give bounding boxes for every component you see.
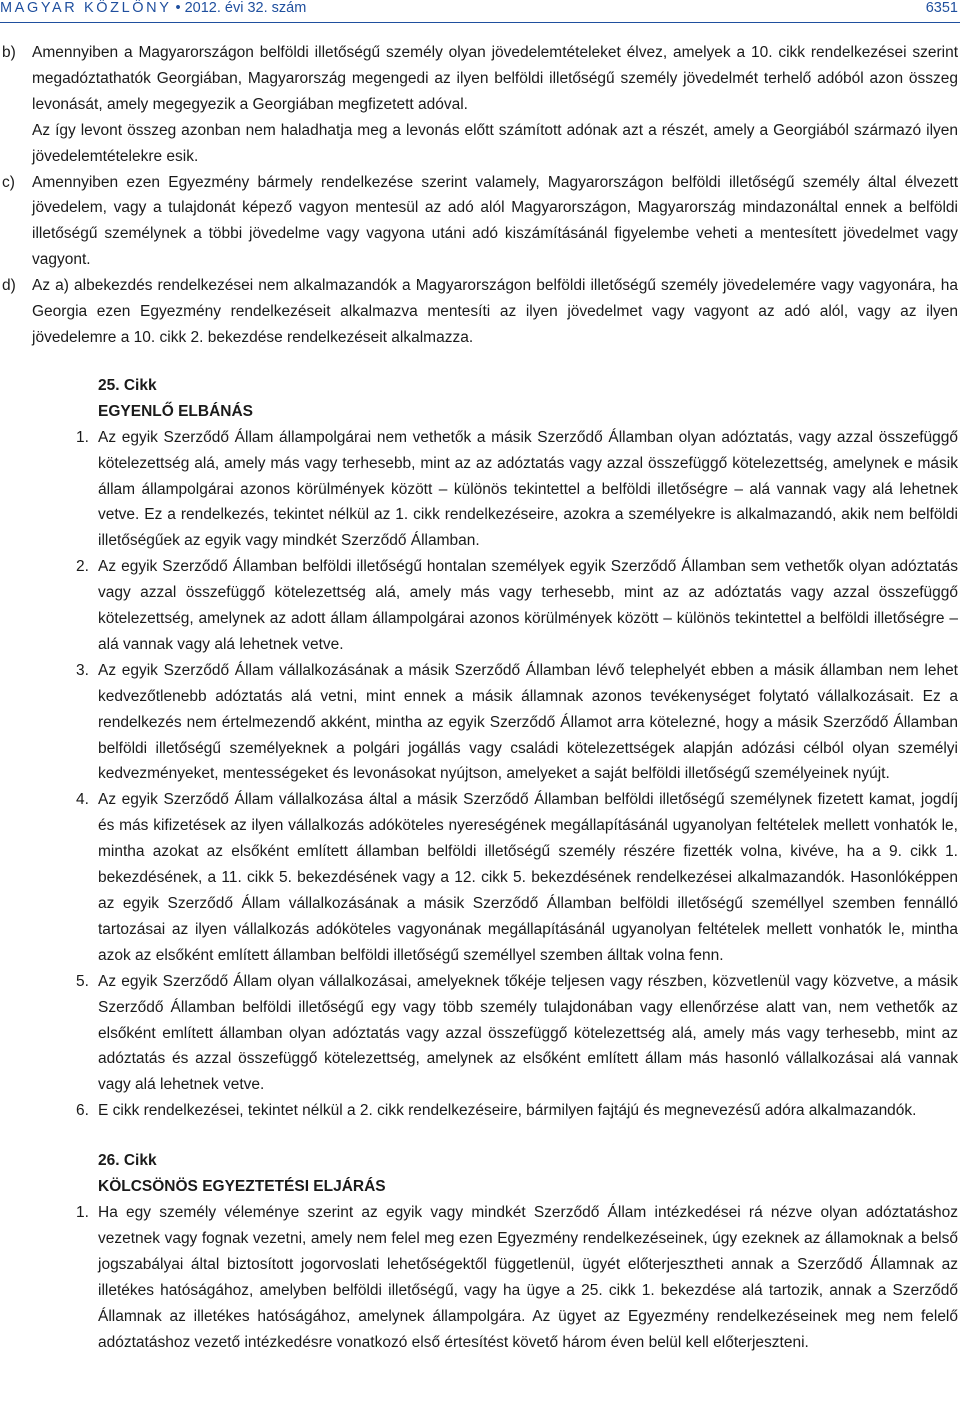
paragraph-number: 3.	[76, 661, 89, 679]
publication-title: MAGYAR KÖZLÖNY	[0, 0, 172, 16]
sub-item-paragraph: Az a) albekezdés rendelkezései nem alkalmazandók a Magyarországon belföldi illetőségű személy jövedelemére vagy vagyonára, ha Georgia ezen Egyezmény rendelkezéseit alkalmazva mentesíti az ilyen jövedelmet vagy vagyont az adó alól, vagy az ilyen jövedelemre a 10. cikk 2. bekezdése rendelkezéseit alkalmazza.	[32, 277, 958, 346]
paragraph-number: 6.	[76, 1102, 89, 1120]
sub-item-d	[0, 273, 960, 351]
article-number: 25. Cikk	[98, 376, 157, 394]
paragraph-text: Az egyik Szerződő Állam vállalkozása által a másik Szerződő Államban belföldi illetőségű személynek fizetett kamat, jogdíj és más kifizetések az ilyen vállalkozás adóköteles nyereségének megállapításánál ugyanolyan feltételek mellett vonhatók le, mintha azokat az elsőként említett államban belföldi illetőségű személy részére fizették volna, kivéve, ha a 9. cikk 1. bekezdésének, a 11. cikk 5. bekezdésének vagy a 12. cikk 5. bekezdésének rendelkezései alkalmazandók. Hasonlóképpen az egyik Szerződő Állam vállalkozásának a másik Szerződő Államban belföldi illetőségű személlyel szemben fennálló tartozásai az ilyen vállalkozás adóköteles vagyonának megállapításánál ugyanolyan feltételek mellett vonhatók le, mintha azok az elsőként említett államban belföldi illetőségű személlyel szemben álltak volna fenn.	[98, 791, 958, 964]
page-number: 6351	[925, 0, 958, 16]
numbered-paragraph	[0, 787, 960, 968]
sub-item-paragraph: Amennyiben a Magyarországon belföldi illetőségű személy olyan jövedelemtételeket élvez, amelyek a 10. cikk rendelkezései szerint megadóztathatók Georgiában, Magyarország megengedi az ilyen belföldi illetőségű személy jövedelmét terhelő adóból azon összeg levonását, amely megegyezik a Georgiában megfizetett adóval.	[32, 44, 958, 113]
running-header	[0, 0, 960, 22]
header-bullet: •	[175, 0, 181, 16]
article-heading	[98, 1148, 960, 1200]
body-text	[0, 40, 960, 1355]
header-rule	[0, 22, 960, 23]
article-heading	[98, 373, 960, 425]
numbered-paragraph	[0, 425, 960, 555]
article-title: KÖLCSÖNÖS EGYEZTETÉSI ELJÁRÁS	[98, 1178, 386, 1196]
sub-item-b	[0, 40, 960, 170]
sub-item-label: c)	[2, 173, 15, 191]
paragraph-number: 4.	[76, 791, 89, 809]
paragraph-number: 1.	[76, 428, 89, 446]
sub-item-label: b)	[2, 44, 16, 61]
paragraph-number: 5.	[76, 972, 89, 990]
paragraph-text: Az egyik Szerződő Államban belföldi illetőségű hontalan személyek egyik Szerződő Államban sem vethetők olyan adóztatás vagy azzal összefüggő kötelezettség alá, amely más vagy terhesebb, mint az az adóztatás vagy azzal összefüggő kötelezettség, amelynek az adott állam állampolgárai azonos körülmények között – különös tekintettel a belföldi illetőségre – alá vannak vagy alá lehetnek vetve.	[98, 558, 958, 653]
paragraph-text: Az egyik Szerződő Állam állampolgárai nem vethetők a másik Szerződő Államban olyan adóztatás, vagy azzal összefüggő kötelezettség alá, amely más vagy terhesebb, mint az az adóztatás vagy azzal összefüggő kötelezettség, amelynek e másik állam állampolgárai azonos körülmények között – különös tekintettel a belföldi illetőségre – alá vannak vagy alá lehetnek vetve. Ez a rendelkezés, tekintet nélkül az 1. cikk rendelkezéseire, azokra a személyekre is alkalmazandó, akik nem belföldi illetőségűek az egyik vagy mindkét Szerződő Államban.	[98, 428, 958, 550]
numbered-paragraph	[0, 658, 960, 788]
paragraph-number: 2.	[76, 558, 89, 576]
sub-item-c	[0, 170, 960, 274]
numbered-paragraph	[0, 554, 960, 658]
numbered-paragraph	[0, 1098, 960, 1124]
article-title: EGYENLŐ ELBÁNÁS	[98, 402, 254, 420]
paragraph-number: 1.	[76, 1203, 89, 1221]
paragraph-text: Az egyik Szerződő Állam vállalkozásának a másik Szerződő Államban lévő telephelyét ebben a másik államban nem lehet kedvezőtlenebb adóztatás alá vetni, mint ennek a másik államnak azonos tevékenységet folytató vállalkozásait. Ez a rendelkezés nem értelmezendő akként, mintha az egyik Szerződő Államot arra kötelezné, hogy a másik Szerződő Államban belföldi illetőségű személyeknek a polgári jogállás vagy családi kötelezettségek alapján adózási célból olyan személyi kedvezményeket, mentességeket és levonásokat nyújtson, amelyeket a saját belföldi illetőségű személyeinek nyújt.	[98, 661, 958, 783]
sub-item-label: d)	[2, 277, 16, 295]
sub-item-paragraph: Az így levont összeg azonban nem haladhatja meg a levonás előtt számított adónak azt a részét, amely a Georgiából származó ilyen jövedelemtételekre esik.	[32, 121, 958, 165]
paragraph-text: Az egyik Szerződő Állam olyan vállalkozásai, amelyeknek tőkéje teljesen vagy részben, közvetlenül vagy közvetve, a másik Szerződő Államban belföldi illetőségű egy vagy több személy tulajdonában vagy ellenőrzése alatt van, nem vethetők az elsőként említett államban olyan adóztatás vagy azzal összefüggő kötelezettség alá, amely más vagy terhesebb, mint az adóztatás és azzal összefüggő kötelezettség, amelynek az elsőként említett állam más hasonló vállalkozásai alá vannak vagy alá lehetnek vetve.	[98, 972, 958, 1094]
paragraph-text: Ha egy személy véleménye szerint az egyik vagy mindkét Szerződő Állam intézkedései rá nézve olyan adóztatáshoz vezetnek vagy fognak vezetni, amely nem felel meg ezen Egyezmény rendelkezéseinek, úgy ezeknek az államoknak a belső jogszabályai által biztosított jogorvoslati lehetőségektől függetlenül, ügyét előterjesztheti annak a Szerződő Államnak az illetékes hatóságához, amelyben belföldi illetőségű, vagy ha ügye a 25. cikk 1. bekezdése alá tartozik, annak a Szerződő Államnak az illetékes hatóságához, amelynek állampolgára. Az ügyet az Egyezmény rendelkezéseinek meg nem felelő adóztatáshoz vezető intézkedésre vonatkozó első értesítést követő három éven belül kell előterjeszteni.	[98, 1203, 958, 1351]
issue-number: 2012. évi 32. szám	[184, 0, 307, 16]
paragraph-text: E cikk rendelkezései, tekintet nélkül a 2. cikk rendelkezéseire, bármilyen fajtájú és megnevezésű adóra alkalmazandók.	[98, 1102, 917, 1120]
numbered-paragraph	[0, 1200, 960, 1355]
sub-item-paragraph: Amennyiben ezen Egyezmény bármely rendelkezése szerint valamely, Magyarországon belföldi illetőségű személy által élvezett jövedelem, vagy a tulajdonát képező vagyon mentesül az adó alól Magyarországon, Magyarország mindazonáltal ennek a belföldi illetőségű személynek a többi jövedelme vagy vagyona utáni adó kiszámításánál figyelembe veheti a mentesített jövedelmet vagy vagyont.	[32, 173, 958, 269]
article-number: 26. Cikk	[98, 1152, 157, 1170]
numbered-paragraph	[0, 969, 960, 1099]
